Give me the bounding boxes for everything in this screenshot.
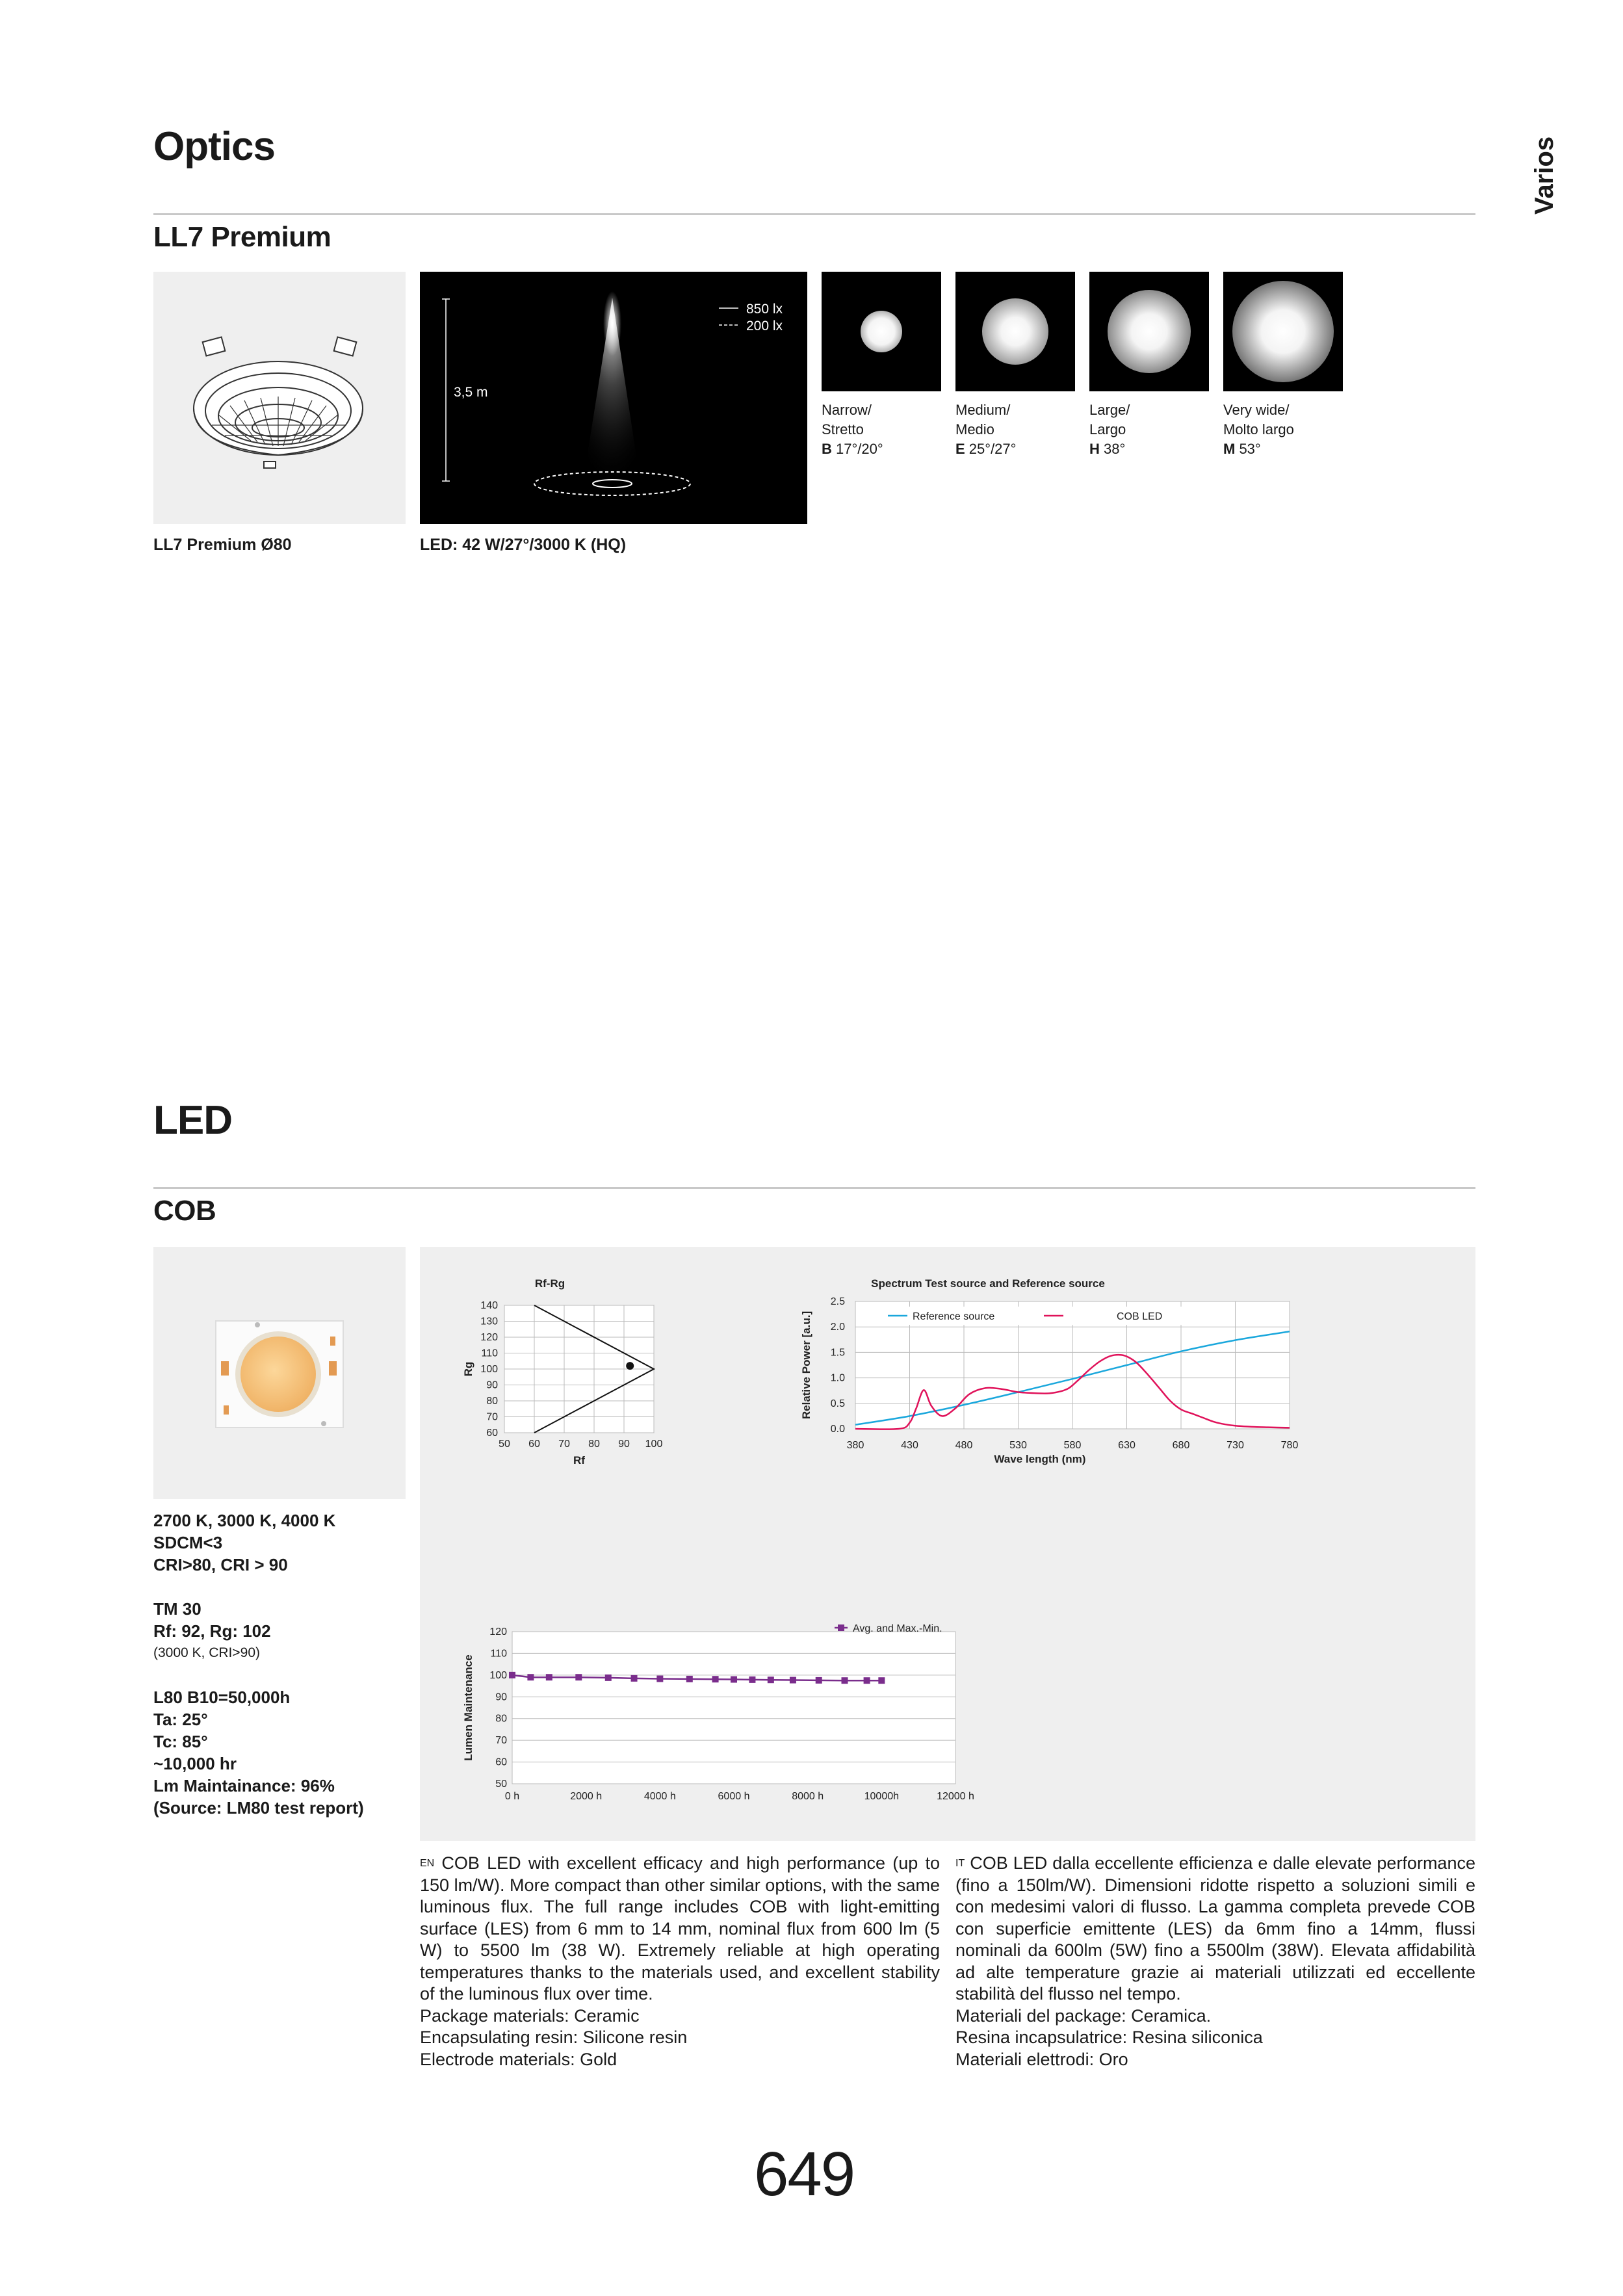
rf-tick-label: 50 <box>499 1439 510 1450</box>
spec-line: TM 30 <box>153 1599 201 1619</box>
rg-tick-label: 130 <box>480 1316 498 1327</box>
maintenance-marker <box>878 1677 885 1684</box>
optics-subtitle: LL7 Premium <box>153 221 331 253</box>
beam-label-line: Stretto <box>822 421 864 437</box>
beam-label-line: Medium/ <box>955 402 1011 418</box>
maintenance-marker <box>509 1672 515 1678</box>
spectrum-x-tick-label: 430 <box>901 1440 918 1451</box>
rg-tick-label: 70 <box>486 1411 498 1423</box>
maintenance-x-tick-label: 2000 h <box>570 1791 603 1802</box>
beam-label-line: Large/ <box>1089 402 1130 418</box>
maintenance-marker <box>527 1674 534 1680</box>
rg-tick-label: 90 <box>486 1379 498 1391</box>
beam-preview-b <box>822 272 941 391</box>
rg-tick-label: 110 <box>481 1348 498 1359</box>
spec-note: (3000 K, CRI>90) <box>153 1645 261 1660</box>
beam-label-line: Molto largo <box>1223 421 1294 437</box>
beam-code <box>822 439 952 459</box>
maintenance-marker <box>546 1674 552 1680</box>
maintenance-marker <box>712 1676 719 1682</box>
legend-850-label: 850 lx <box>746 302 783 317</box>
beam-label <box>822 400 952 459</box>
rf-tick-label: 90 <box>618 1439 630 1450</box>
maintenance-x-tick-label: 8000 h <box>792 1791 824 1802</box>
spectrum-y-tick-label: 1.0 <box>830 1372 845 1384</box>
maintenance-y-tick-label: 70 <box>495 1735 507 1747</box>
maintenance-y-tick-label: 50 <box>495 1779 507 1790</box>
beam-label <box>1223 400 1353 459</box>
beam-code <box>955 439 1085 459</box>
description-it-body: COB LED dalla eccellente efficienza e dalle elevate performance (fino a 150lm/W). Dimensioni ridotte rispetto a soluzioni simili e con medesimi valori di flusso. La gamma completa prevede COB con superficie emittente (LES) da 6mm fino a 14mm, flussi nominali da 600lm (5W) fino a 5500lm (38W). Elevata affidabilità ad alte temperature grazie ai materiali utilizzati ed eccellente stabilità del flusso nel tempo. <box>955 1853 1475 2003</box>
spec-line: Lm Maintainance: 96% <box>153 1776 335 1795</box>
beam-angle: 25°/27° <box>965 441 1017 457</box>
spectrum-x-tick-label: 530 <box>1009 1440 1027 1451</box>
side-section-label: Varios <box>1530 136 1559 215</box>
rf-rg-point <box>626 1362 634 1370</box>
beam-code <box>1089 439 1219 459</box>
beam-code-letter: E <box>955 441 965 457</box>
spectrum-x-tick-label: 580 <box>1063 1440 1082 1451</box>
description-en <box>420 1853 940 2070</box>
rf-tick-label: 100 <box>645 1439 663 1450</box>
description-en-body: COB LED with excellent efficacy and high performance (up to 150 lm/W). More compact than other similar options, with the same luminous flux. The full range includes COB with light-emitting surface (LES) from 6 mm to 14 mm, nominal flux from 600 lm (5 W) to 5500 lm (38 W). Extremely reliable at high operating temperatures thanks to the materials used, and excellent stability of the luminous flux over time. <box>420 1853 940 2003</box>
beam-angle: 53° <box>1235 441 1261 457</box>
spec-line: Rf: 92, Rg: 102 <box>153 1621 271 1641</box>
spec-line: (Source: LM80 test report) <box>153 1798 364 1818</box>
maintenance-plot-area <box>512 1632 955 1784</box>
spec-line: CRI>80, CRI > 90 <box>153 1555 288 1574</box>
beam-label-line: Medio <box>955 421 994 437</box>
maintenance-marker <box>656 1676 663 1682</box>
spec-line: ~10,000 hr <box>153 1754 237 1773</box>
charts-panel <box>420 1247 1475 1841</box>
beam-angle: 17°/20° <box>831 441 883 457</box>
maintenance-x-tick-label: 4000 h <box>643 1791 676 1802</box>
maintenance-marker <box>749 1676 755 1683</box>
beam-code <box>1223 439 1353 459</box>
spectrum-x-tick-label: 630 <box>1118 1440 1136 1451</box>
rg-tick-label: 140 <box>480 1300 498 1311</box>
maintenance-marker <box>816 1677 822 1684</box>
beam-angle: 38° <box>1099 441 1126 457</box>
maintenance-marker <box>864 1677 870 1684</box>
maintenance-marker <box>731 1676 737 1683</box>
maintenance-y-tick-label: 60 <box>495 1756 507 1768</box>
cob-chip-image <box>153 1247 406 1499</box>
spectrum-y-tick-label: 2.5 <box>830 1296 845 1307</box>
maintenance-y-tick-label: 120 <box>489 1626 507 1637</box>
legend-reference-label: Reference source <box>913 1311 995 1322</box>
cob-image-panel <box>153 1247 406 1499</box>
material-line: Encapsulating resin: Silicone resin <box>420 2028 688 2047</box>
legend-200-label: 200 lx <box>746 319 783 333</box>
beam-spot <box>861 311 902 352</box>
description-it <box>955 1853 1475 2070</box>
rg-tick-label: 120 <box>480 1332 498 1343</box>
beam-label <box>955 400 1085 459</box>
spectrum-y-tick-label: 0.5 <box>830 1398 845 1409</box>
beam-label-line: Largo <box>1089 421 1126 437</box>
spec-line: Ta: 25° <box>153 1710 208 1729</box>
lang-tag-it: IT <box>955 1858 965 1869</box>
maintenance-x-tick-label: 10000h <box>864 1791 900 1802</box>
spectrum-x-tick-label: 780 <box>1280 1440 1299 1451</box>
rg-tick-label: 80 <box>486 1396 498 1407</box>
page-number: 649 <box>754 2139 855 2209</box>
spectrum-y-tick-label: 0.0 <box>830 1424 845 1435</box>
spectrum-x-tick-label: 730 <box>1227 1440 1244 1451</box>
rf-rg-title: Rf-Rg <box>534 1277 565 1290</box>
legend-cob-label: COB LED <box>1117 1311 1163 1322</box>
led-divider <box>153 1187 1475 1189</box>
spectrum-x-tick-label: 380 <box>846 1440 864 1451</box>
maintenance-marker <box>575 1674 582 1680</box>
spectrum-title: Spectrum Test source and Reference source <box>871 1277 1105 1290</box>
optics-divider <box>153 213 1475 215</box>
legend-maintenance-label: Avg. and Max.-Min. <box>853 1623 942 1634</box>
maintenance-y-tick-label: 100 <box>489 1669 507 1681</box>
beam-spot <box>982 298 1048 365</box>
spectrum-x-axis-label: Wave length (nm) <box>994 1453 1086 1465</box>
beam-code-letter: H <box>1089 441 1100 457</box>
beam-code-letter: M <box>1223 441 1236 457</box>
photometric-panel <box>420 272 807 524</box>
beam-spot <box>1108 290 1191 373</box>
legend-maintenance-marker <box>838 1624 844 1631</box>
spectrum-y-axis-label: Relative Power [a.u.] <box>800 1311 812 1420</box>
spec-line: L80 B10=50,000h <box>153 1688 291 1707</box>
beam-preview-h <box>1089 272 1209 391</box>
maintenance-marker <box>605 1675 612 1681</box>
material-line: Materiali del package: Ceramica. <box>955 2005 1212 2026</box>
maintenance-marker <box>686 1676 693 1682</box>
spec-group-lifetime <box>153 1686 413 1819</box>
beam-photometry <box>420 272 807 524</box>
product-drawing-panel <box>153 272 406 524</box>
beam-label-line: Very wide/ <box>1223 402 1290 418</box>
maintenance-marker <box>768 1676 774 1683</box>
rg-tick-label: 60 <box>486 1428 498 1439</box>
maintenance-y-axis-label: Lumen Maintenance <box>462 1654 474 1761</box>
rg-tick-label: 100 <box>480 1364 498 1375</box>
material-line: Electrode materials: Gold <box>420 2049 617 2069</box>
beam-code-letter: B <box>822 441 832 457</box>
led-subtitle: COB <box>153 1195 216 1227</box>
beam-preview-m <box>1223 272 1343 391</box>
spec-group-color <box>153 1509 413 1576</box>
beam-spot <box>1232 281 1334 382</box>
material-line: Materiali elettrodi: Oro <box>955 2049 1128 2069</box>
maintenance-marker <box>790 1677 796 1684</box>
beam-preview-e <box>955 272 1075 391</box>
rf-tick-label: 80 <box>588 1439 600 1450</box>
lang-tag-en: EN <box>420 1858 435 1869</box>
spec-line: Tc: 85° <box>153 1732 208 1751</box>
downlight-drawing <box>153 272 406 524</box>
material-line: Resina incapsulatrice: Resina siliconica <box>955 2028 1263 2047</box>
cob-specs <box>153 1509 413 1819</box>
spec-group-tm30 <box>153 1598 413 1664</box>
optics-title: Optics <box>153 124 275 169</box>
rf-tick-label: 70 <box>558 1439 570 1450</box>
spec-line: SDCM<3 <box>153 1533 223 1552</box>
beam-label <box>1089 400 1219 459</box>
spectrum-x-tick-label: 480 <box>955 1440 973 1451</box>
spec-line: 2700 K, 3000 K, 4000 K <box>153 1511 336 1530</box>
spectrum-y-tick-label: 2.0 <box>830 1322 845 1333</box>
spectrum-y-tick-label: 1.5 <box>830 1347 845 1359</box>
spectrum-x-tick-label: 680 <box>1172 1440 1190 1451</box>
led-charts <box>420 1247 1475 1841</box>
height-label: 3,5 m <box>454 385 488 400</box>
maintenance-marker <box>631 1675 638 1682</box>
maintenance-x-tick-label: 6000 h <box>718 1791 750 1802</box>
maintenance-x-tick-label: 0 h <box>504 1791 520 1802</box>
product-caption: LL7 Premium Ø80 <box>153 536 292 554</box>
rf-axis-label: Rf <box>573 1454 585 1467</box>
maintenance-x-tick-label: 12000 h <box>937 1791 974 1802</box>
led-title: LED <box>153 1098 232 1143</box>
maintenance-y-tick-label: 90 <box>495 1691 507 1703</box>
rg-axis-label: Rg <box>462 1361 474 1377</box>
maintenance-marker <box>842 1677 848 1684</box>
maintenance-y-tick-label: 80 <box>495 1713 507 1725</box>
led-caption: LED: 42 W/27°/3000 K (HQ) <box>420 536 627 554</box>
rf-tick-label: 60 <box>528 1439 540 1450</box>
beam-label-line: Narrow/ <box>822 402 872 418</box>
maintenance-y-tick-label: 110 <box>490 1648 507 1660</box>
material-line: Package materials: Ceramic <box>420 2005 640 2026</box>
